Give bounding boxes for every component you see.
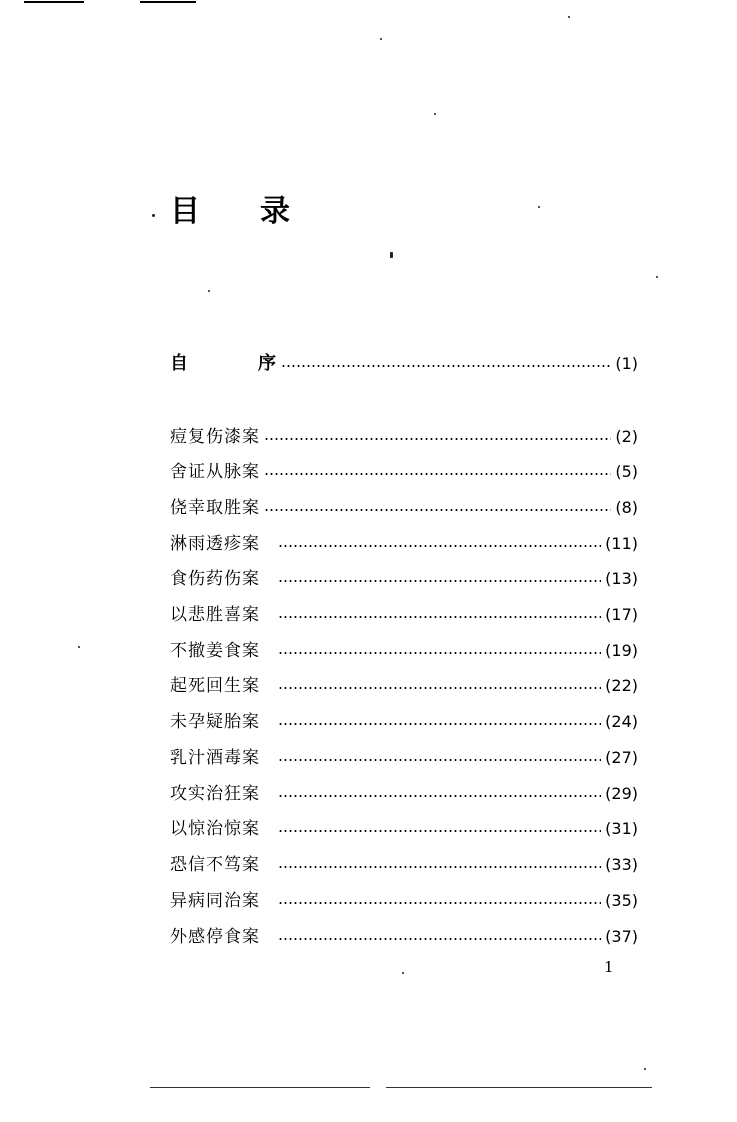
toc-entry-page: (27) <box>605 748 638 767</box>
leader-dots <box>278 616 601 618</box>
toc-entry-label: 自 序 <box>170 353 277 374</box>
scan-speck <box>402 972 404 974</box>
leader-dots <box>264 438 611 440</box>
toc-entry <box>170 710 638 734</box>
toc-entry-label: 痘复伤漆案 <box>170 427 260 447</box>
scan-speck <box>208 290 210 292</box>
bottom-edge-rule <box>150 1087 370 1088</box>
scan-speck <box>568 16 570 18</box>
toc-entry-label: 以悲胜喜案 <box>170 605 260 625</box>
leader-dots <box>278 938 601 940</box>
toc-entry-label: 舍证从脉案 <box>170 462 260 482</box>
toc-entry-page: (17) <box>605 605 638 624</box>
toc-entry-page: (24) <box>605 712 638 731</box>
toc-entry <box>170 603 638 627</box>
leader-dots <box>278 795 601 797</box>
toc-entry-page: (33) <box>605 855 638 874</box>
toc-entry <box>170 817 638 841</box>
top-edge-rule <box>140 1 196 3</box>
scan-speck <box>390 252 393 258</box>
scan-speck <box>434 113 436 115</box>
toc-entry <box>170 639 638 663</box>
toc-entry-page: (11) <box>605 534 638 553</box>
toc-entry-page: (13) <box>605 569 638 588</box>
leader-dots <box>278 652 601 654</box>
toc-entry-label: 食伤药伤案 <box>170 569 260 589</box>
toc-entry <box>170 853 638 877</box>
toc-entry-page: (5) <box>615 462 638 481</box>
toc-entry-page: (31) <box>605 819 638 838</box>
leader-dots <box>278 830 601 832</box>
page-title <box>170 192 290 232</box>
toc-entry-page: (8) <box>615 498 638 517</box>
leader-dots <box>278 902 601 904</box>
leader-dots <box>278 687 601 689</box>
toc-entry <box>170 782 638 806</box>
leader-dots <box>278 723 601 725</box>
toc-entry-label: 恐信不笃案 <box>170 855 260 875</box>
toc-entry-page: (2) <box>615 427 638 446</box>
scan-speck <box>78 646 80 648</box>
leader-dots <box>278 545 601 547</box>
toc-entry <box>170 746 638 770</box>
toc-entry <box>170 567 638 591</box>
page-number: 1 <box>604 958 614 976</box>
top-edge-rule <box>24 1 84 3</box>
toc-entry-preface <box>170 352 638 376</box>
title-char: 目 <box>170 194 200 229</box>
toc-entry-label: 攻实治狂案 <box>170 784 260 804</box>
toc-entry-page: (19) <box>605 641 638 660</box>
title-char: 录 <box>260 194 290 229</box>
toc-entry-page: (22) <box>605 676 638 695</box>
toc-entry-label: 外感停食案 <box>170 927 260 947</box>
toc-entry-page: (1) <box>615 354 638 373</box>
toc-entry-page: (37) <box>605 927 638 946</box>
leader-dots <box>278 759 601 761</box>
toc-entry-page: (29) <box>605 784 638 803</box>
leader-dots <box>278 580 601 582</box>
scan-speck <box>380 38 382 40</box>
toc-entry-label: 乳汁酒毒案 <box>170 748 260 768</box>
bottom-edge-rule <box>386 1087 652 1088</box>
scan-speck <box>152 214 155 217</box>
toc-entry <box>170 674 638 698</box>
toc-entry <box>170 532 638 556</box>
leader-dots <box>264 509 611 511</box>
toc-entry-label: 不撤姜食案 <box>170 641 260 661</box>
toc-entry <box>170 889 638 913</box>
scan-speck <box>656 276 658 278</box>
toc-entry-label: 侥幸取胜案 <box>170 498 260 518</box>
toc-entry-label: 淋雨透疹案 <box>170 534 260 554</box>
toc-entry <box>170 460 638 484</box>
toc-entry <box>170 496 638 520</box>
toc-entry-label: 起死回生案 <box>170 676 260 696</box>
toc-entry-label: 异病同治案 <box>170 891 260 911</box>
leader-dots <box>278 866 601 868</box>
leader-dots <box>281 365 611 367</box>
toc-entry-label: 未孕疑胎案 <box>170 712 260 732</box>
toc-entry-page: (35) <box>605 891 638 910</box>
toc-entry <box>170 925 638 949</box>
scan-speck <box>644 1068 646 1070</box>
leader-dots <box>264 473 611 475</box>
toc-entry <box>170 425 638 449</box>
toc-entry-label: 以惊治惊案 <box>170 819 260 839</box>
scan-speck <box>538 206 540 208</box>
